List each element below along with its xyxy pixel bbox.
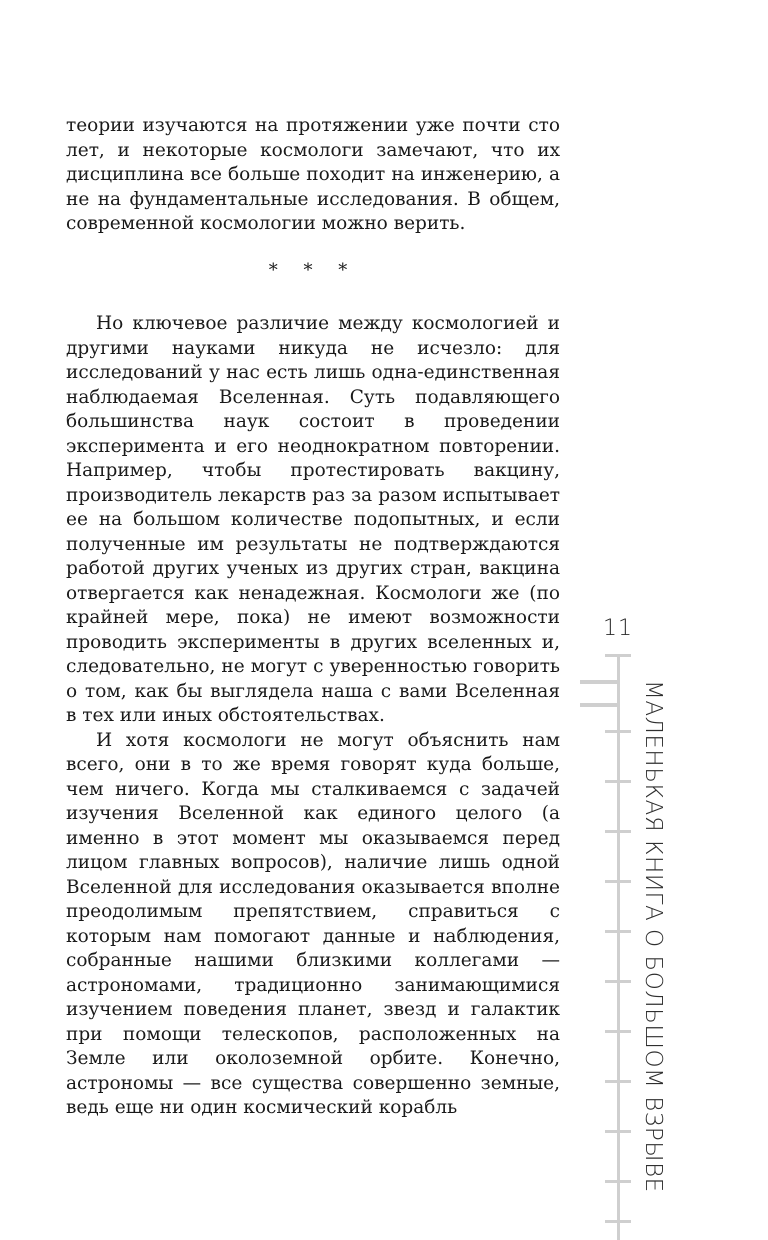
- sidebar-tick: [605, 830, 631, 833]
- section-break: * * *: [268, 260, 358, 281]
- paragraph-continued: теории изучаются на протяжении уже почти сто лет, и некоторые космологи замечают, что их дисциплина все больше походит на инженерию, а не на фундаментальные исследования. В общем, современной космологии можно верить.: [66, 115, 560, 234]
- sidebar-tick: [580, 680, 620, 684]
- sidebar-tick: [605, 930, 631, 933]
- running-title: МАЛЕНЬКАЯ КНИГА О БОЛЬШОМ ВЗРЫВЕ: [640, 680, 666, 1193]
- sidebar-tick: [605, 980, 631, 983]
- sidebar-tick: [605, 730, 631, 733]
- sidebar-tick: [605, 1130, 631, 1133]
- sidebar-rule: [617, 655, 620, 1240]
- text-block-top: [66, 114, 560, 237]
- text-block-main: [66, 312, 560, 1121]
- paragraph: Но ключевое различие между космологией и другими науками никуда не исчезло: для исследований у нас есть лишь одна-единственная наблюдаемая Вселенная. Суть подавляющего большинства наук состоит в проведении эксперимента и его неоднократном повторении. Например, чтобы протестировать вакцину, производитель лекарств раз за разом испытывает ее на большом количестве подопытных, и если полученные им результаты не подтверждаются работой других ученых из других стран, вакцина отвергается как ненадежная. Космологи же (по крайней мере, пока) не имеют возможности проводить эксперименты в других вселенных и, следовательно, не могут с уверенностью говорить о том, как бы выглядела наша с вами Вселенная в тех или иных обстоятельствах.: [66, 313, 560, 726]
- paragraph: И хотя космологи не могут объяснить нам всего, они в то же время говорят куда больше, чем ничего. Когда мы сталкиваемся с задачей изучения Вселенной как единого целого (а именно в этот момент мы оказываемся перед лицом главных вопросов), наличие лишь одной Вселенной для исследования оказывается вполне преодолимым препятствием, справиться с которым нам помогают данные и наблюдения, собранные нашими близкими коллегами — астрономами, традиционно занимающимися изучением поведения планет, звезд и галактик при помощи телескопов, расположенных на Земле или околоземной орбите. Конечно, астрономы — все существа совершенно земные, ведь еще ни один космический корабль: [66, 729, 560, 1118]
- sidebar-tick: [605, 1180, 631, 1183]
- sidebar-tick: [605, 880, 631, 883]
- sidebar-tick: [605, 1220, 631, 1223]
- sidebar-tick: [605, 1030, 631, 1033]
- sidebar-tick: [580, 703, 620, 707]
- page-number: 11: [603, 616, 633, 641]
- sidebar-tick: [605, 1080, 631, 1083]
- sidebar-tick: [605, 780, 631, 783]
- sidebar-tick: [605, 654, 631, 657]
